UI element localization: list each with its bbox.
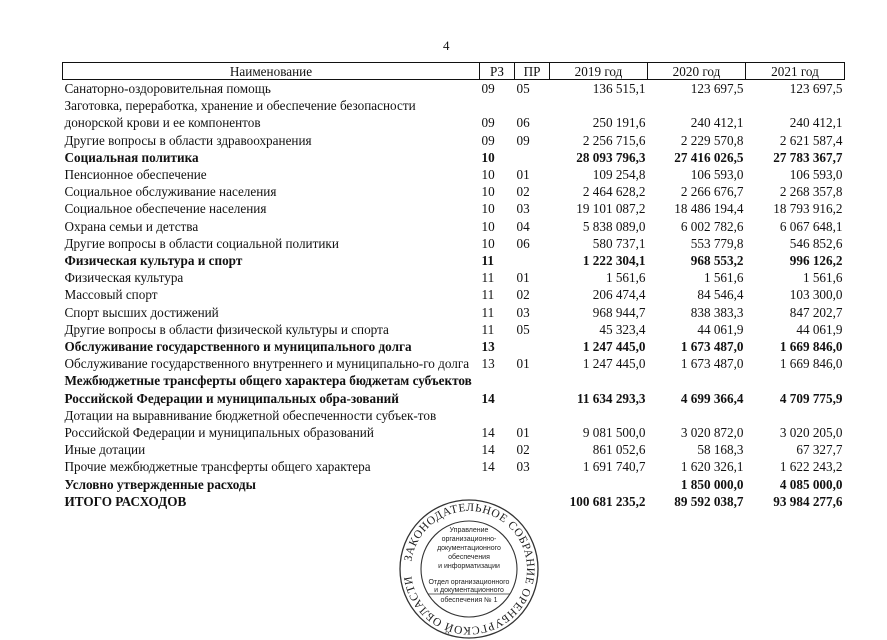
cell-name: Охрана семьи и детства [64,218,199,234]
cell-rz: 10 [481,149,495,165]
cell-pr: 01 [516,167,530,183]
cell-y2019: 250 191,6 [592,115,646,131]
cell-pr: 09 [516,132,530,148]
cell-y2020: 2 229 570,8 [680,132,744,148]
table-header-row [63,63,845,80]
cell-y2019: 1 247 445,0 [582,339,646,355]
cell-pr: 05 [516,321,530,337]
cell-y2019: 1 561,6 [605,270,646,286]
cell-rz: 11 [481,304,495,320]
cell-y2021: 847 202,7 [789,304,843,320]
cell-name: Обслуживание государственного и муниципального долга [64,339,412,355]
cell-pr: 04 [516,218,530,234]
cell-y2019: 9 081 500,0 [582,425,646,441]
column-header-2020: 2020 год [648,63,746,80]
cell-name: Дотации на выравнивание бюджетной обеспеченности субъек-тов Российской Федерации и муниципальных образований [64,407,437,441]
cell-y2021: 2 621 587,4 [779,132,843,148]
cell-y2019: 580 737,1 [592,235,646,251]
cell-rz: 10 [481,218,495,234]
cell-y2019: 2 464 628,2 [582,184,646,200]
cell-y2020: 6 002 782,6 [680,218,744,234]
cell-y2019: 100 681 235,2 [569,493,646,509]
cell-y2020: 1 561,6 [703,270,744,286]
cell-y2019: 968 944,7 [592,304,646,320]
cell-rz: 11 [481,253,494,269]
table-row [63,149,845,166]
cell-y2019: 206 474,4 [592,287,646,303]
cell-rz: 09 [481,81,495,96]
cell-rz: 14 [481,425,495,441]
cell-y2020: 4 699 366,4 [680,390,744,406]
cell-rz: 10 [481,201,495,217]
cell-y2020: 106 593,0 [690,167,744,183]
table-row [63,269,845,286]
cell-rz: 14 [481,390,495,406]
cell-y2019: 1 247 445,0 [582,356,646,372]
stamp-line-7: и документационного [434,587,504,594]
table-row [63,218,845,235]
cell-pr: 03 [516,304,530,320]
cell-y2021: 4 709 775,9 [779,390,843,406]
column-header-rz: РЗ [480,63,515,80]
cell-y2020: 89 592 038,7 [674,493,744,509]
cell-y2020: 838 383,3 [690,304,744,320]
cell-pr: 05 [516,81,530,96]
cell-y2020: 968 553,2 [690,253,744,269]
cell-y2021: 93 984 277,6 [773,493,843,509]
cell-y2021: 1 561,6 [802,270,843,286]
table-row [63,183,845,200]
cell-rz: 11 [481,270,495,286]
column-header-pr: ПР [515,63,550,80]
table-row [63,355,845,372]
stamp-ring-text: ЗАКОНОДАТЕЛЬНОЕ СОБРАНИЕ ОРЕНБУРГСКОЙ ОБЛАСТИ [402,501,537,637]
cell-rz: 09 [481,115,495,131]
cell-name: Межбюджетные трансферты общего характера бюджетам субъектов Российской Федерации и муниципальных обра-зований [64,373,472,406]
cell-y2019: 861 052,6 [592,442,646,458]
cell-pr: 01 [516,356,530,372]
cell-pr [515,476,550,493]
cell-rz: 10 [481,235,495,251]
cell-y2021: 2 268 357,8 [779,184,843,200]
cell-pr: 06 [516,235,530,251]
table-row [63,372,845,406]
cell-y2020: 553 779,8 [690,235,744,251]
cell-rz: 13 [481,356,495,372]
cell-name: Заготовка, переработка, хранение и обеспечение безопасности донорской крови и ее компонентов [64,98,416,131]
cell-y2021: 67 327,7 [796,442,843,458]
column-header-2019: 2019 год [550,63,648,80]
cell-y2021: 27 783 367,7 [773,149,843,165]
cell-rz: 11 [481,321,495,337]
cell-name: Условно утвержденные расходы [64,476,256,492]
cell-name: ИТОГО РАСХОДОВ [64,493,187,509]
cell-name: Физическая культура [64,270,184,286]
cell-pr [515,149,550,166]
table-row [63,286,845,303]
cell-name: Социальное обеспечение населения [64,201,267,217]
cell-y2021: 123 697,5 [789,81,843,96]
cell-y2020: 1 620 326,1 [680,459,744,475]
cell-y2020: 240 412,1 [690,115,744,131]
cell-rz: 10 [481,167,495,183]
cell-name: Спорт высших достижений [64,304,219,320]
cell-pr: 02 [516,184,530,200]
cell-y2021: 1 622 243,2 [779,459,843,475]
cell-y2019: 5 838 089,0 [582,218,646,234]
cell-name: Обслуживание государственного внутреннего и муниципально-го долга [64,356,470,372]
cell-y2021: 18 793 916,2 [773,201,843,217]
cell-name: Иные дотации [64,442,146,458]
table-row [63,338,845,355]
cell-y2021: 106 593,0 [789,167,843,183]
cell-name: Другие вопросы в области физической культуры и спорта [64,321,389,337]
cell-name: Социальная политика [64,149,199,165]
cell-y2021: 44 061,9 [796,321,843,337]
cell-y2020: 44 061,9 [697,321,744,337]
table-row [63,458,845,475]
cell-pr [515,372,550,406]
cell-y2021: 1 669 846,0 [779,339,843,355]
cell-y2020: 58 168,3 [697,442,744,458]
cell-y2020: 18 486 194,4 [674,201,744,217]
cell-y2019: 1 222 304,1 [582,253,646,269]
cell-y2019: 45 323,4 [599,321,646,337]
cell-y2021: 546 852,6 [789,235,843,251]
stamp-line-1: Управление [449,527,489,534]
cell-name: Прочие межбюджетные трансферты общего характера [64,459,371,475]
cell-rz [480,476,515,493]
cell-rz: 14 [481,442,495,458]
cell-y2019: 11 634 293,3 [576,390,646,406]
cell-y2019: 1 691 740,7 [582,459,646,475]
table-row [63,235,845,252]
cell-y2019: 28 093 796,3 [576,149,646,165]
cell-pr: 02 [516,442,530,458]
page-number: 4 [443,38,450,53]
cell-y2020: 123 697,5 [690,81,744,96]
column-header-2021: 2021 год [746,63,845,80]
table-row [63,97,845,131]
table-row [63,166,845,183]
stamp-line-6: Отдел организационного [428,579,510,586]
table-row [63,407,845,441]
cell-y2020: 27 416 026,5 [674,149,744,165]
table-row [63,252,845,269]
cell-pr: 03 [516,459,530,475]
cell-pr [515,338,550,355]
cell-pr: 01 [516,270,530,286]
cell-name: Физическая культура и спорт [64,253,243,269]
stamp-line-3: документационного [437,545,501,552]
cell-rz: 13 [481,339,495,355]
cell-name: Массовый спорт [64,287,158,303]
cell-rz: 11 [481,287,495,303]
cell-rz: 10 [481,184,495,200]
cell-y2020: 2 266 676,7 [680,184,744,200]
cell-y2021: 4 085 000,0 [779,476,843,492]
cell-pr [515,252,550,269]
table-row [63,476,845,493]
table-row [63,441,845,458]
cell-y2020: 1 673 487,0 [680,339,744,355]
official-stamp [398,498,540,640]
cell-y2021: 240 412,1 [789,115,843,131]
cell-y2021: 3 020 205,0 [779,425,843,441]
cell-y2020: 1 850 000,0 [680,476,744,492]
table-row [63,321,845,338]
cell-pr: 06 [516,115,530,131]
stamp-line-5: и информатизации [438,563,500,570]
cell-name: Санаторно-оздоровительная помощь [64,81,271,96]
stamp-line-8: обеспечения № 1 [440,597,498,604]
cell-y2021: 6 067 648,1 [779,218,843,234]
table-row [63,80,845,98]
cell-y2021: 1 669 846,0 [779,356,843,372]
cell-y2019 [550,476,648,493]
cell-name: Социальное обслуживание населения [64,184,277,200]
cell-pr: 01 [516,425,530,441]
cell-y2019: 19 101 087,2 [576,201,646,217]
cell-y2020: 84 546,4 [697,287,744,303]
column-header-name: Наименование [63,63,480,80]
cell-pr: 03 [516,201,530,217]
cell-y2021: 996 126,2 [789,253,843,269]
cell-pr: 02 [516,287,530,303]
cell-name: Пенсионное обеспечение [64,167,207,183]
cell-rz: 09 [481,132,495,148]
stamp-line-2: организационно- [441,536,497,543]
table-row [63,132,845,149]
cell-y2020: 3 020 872,0 [680,425,744,441]
table-row [63,200,845,217]
cell-y2019: 109 254,8 [592,167,646,183]
budget-table [62,62,845,510]
cell-y2019: 2 256 715,6 [582,132,646,148]
cell-name: Другие вопросы в области здравоохранения [64,132,312,148]
cell-y2021: 103 300,0 [789,287,843,303]
cell-y2020: 1 673 487,0 [680,356,744,372]
cell-y2019: 136 515,1 [592,81,646,96]
stamp-line-4: обеспечения [448,554,490,561]
cell-rz: 14 [481,459,495,475]
table-row [63,304,845,321]
cell-name: Другие вопросы в области социальной политики [64,235,339,251]
